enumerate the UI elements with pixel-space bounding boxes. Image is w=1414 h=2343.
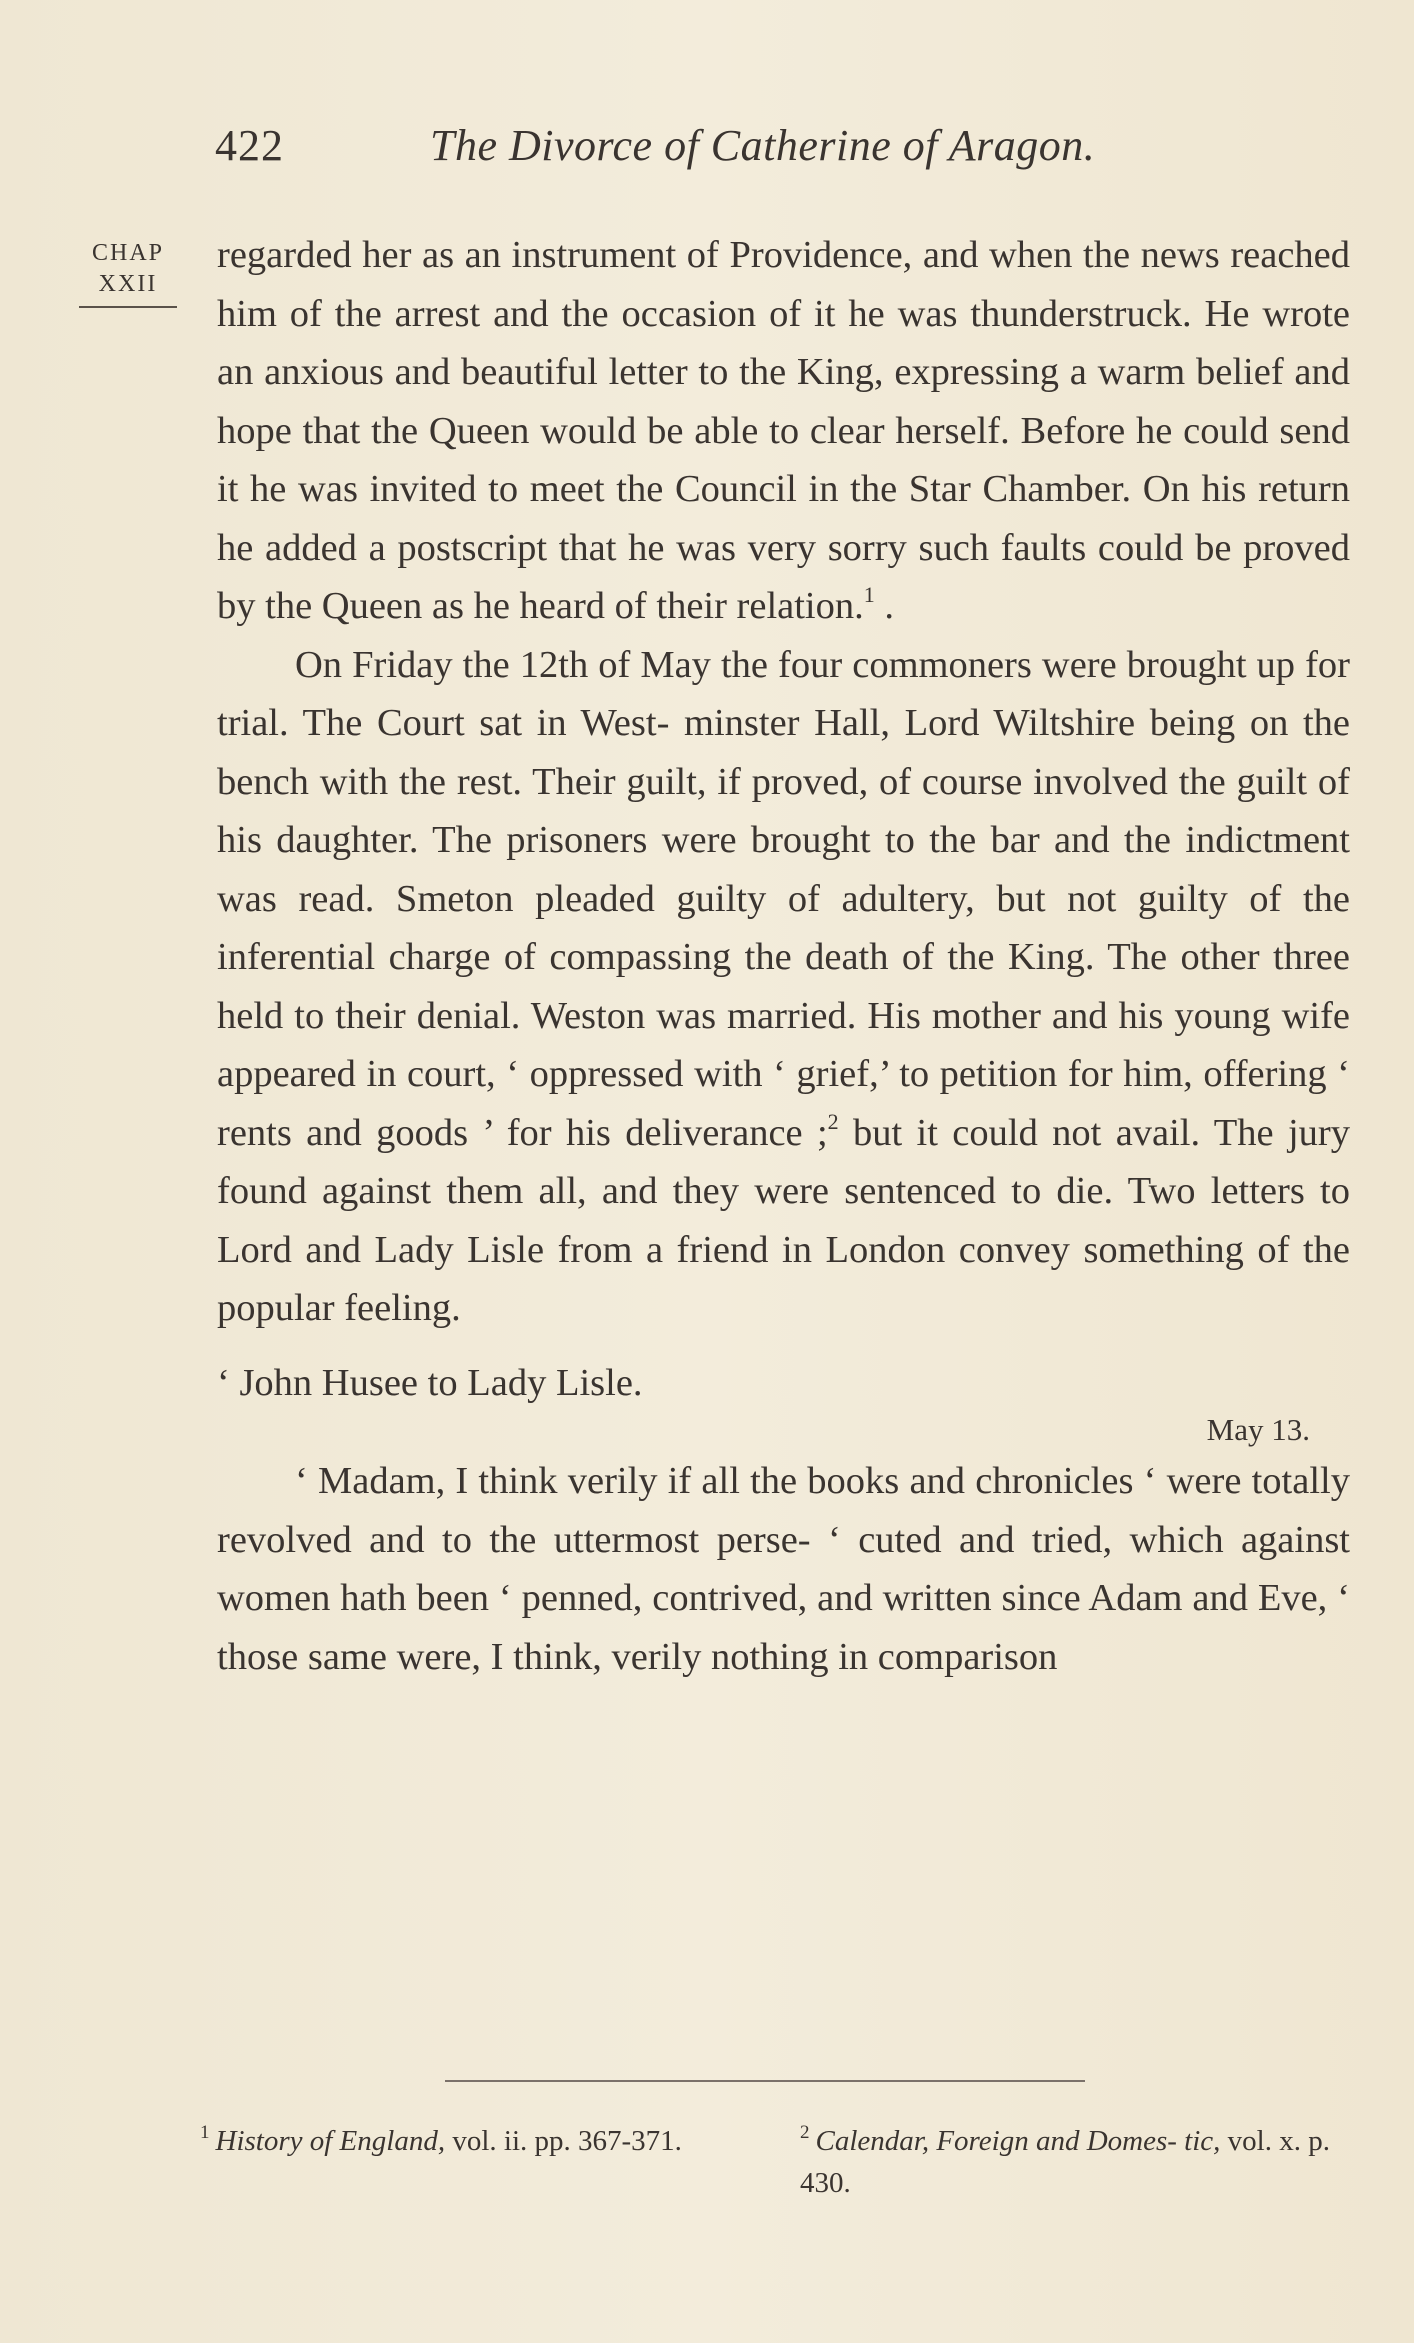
paragraph-3-text: ‘ Madam, I think verily if all the books and chronicles ‘ were totally revolved and to the uttermost perse- ‘ cuted and tried, which against women hath been ‘ penned, contrived, and written since Adam and Eve, ‘ those same were, I think, verily nothing in comparison: [217, 1460, 1350, 1678]
paragraph-1-tail: .: [874, 585, 895, 627]
paragraph-1-text: regarded her as an instrument of Providence, and when the news reached him of the arrest and the occasion of it he was thunderstruck. He wrote an anxious and beautiful letter to the King, expressing a warm belief and hope that the Queen would be able to clear herself. Before he could send it he was invited to meet the Council in the Star Chamber. On his return he added a postscript that he was very sorry such faults could be proved by the Queen as he heard of their relation.: [217, 234, 1350, 627]
letter-date: May 13.: [1206, 1412, 1310, 1447]
paragraph-3: [217, 1452, 1350, 1686]
footnote-2-citation: vol. x. p. 430.: [800, 2125, 1330, 2199]
body-text: [217, 226, 1350, 1686]
chapter-number: XXII: [98, 271, 158, 297]
paragraph-2: [217, 636, 1350, 1338]
page-number: 422: [215, 121, 284, 170]
footnote-ref-1: 1: [863, 582, 875, 607]
footnote-1-title: History of England,: [215, 2125, 446, 2157]
footnotes: [200, 2112, 1350, 2222]
paragraph-2-text-a: On Friday the 12th of May the four commoners were brought up for trial. The Court sat in West- minster Hall, Lord Wiltshire being on the bench with the rest. Their guilt, if proved, of course involved the guilt of his daughter. The prisoners were brought to the bar and the indictment was read. Smeton pleaded guilty of adultery, but not guilty of the inferential charge of compassing the death of the King. The other three held to their denial. Weston was married. His mother and his young wife appeared in court, ‘ oppressed with ‘ grief,’ to petition for him, offering ‘ rents and goods ’ for his deliverance ;: [217, 643, 1350, 1154]
footnote-2-mark: 2: [800, 2122, 810, 2143]
paragraph-1: [217, 226, 1350, 636]
footnote-1-mark: 1: [200, 2122, 210, 2143]
chapter-label: CHAP: [91, 240, 165, 266]
running-title: The Divorce of Catherine of Aragon.: [430, 121, 1096, 170]
chapter-margin-rule: [79, 306, 177, 308]
page-header: [215, 120, 1345, 180]
footnote-1-citation: vol. ii. pp. 367-371.: [445, 2125, 682, 2157]
paragraph-2-text-b: but it could not avail. The jury found against them all, and they were sentenced to die. Two letters to Lord and Lady Lisle from a friend in London convey something of the popular feeling.: [217, 1111, 1350, 1329]
chapter-margin-note: [78, 238, 178, 308]
letter-heading: ‘ John Husee to Lady Lisle.: [217, 1361, 643, 1404]
footnote-1: [200, 2112, 740, 2162]
footnote-2: [800, 2112, 1360, 2204]
footnote-2-title: Calendar, Foreign and Domes- tic,: [815, 2125, 1221, 2157]
footnote-ref-2: 2: [827, 1108, 839, 1134]
footnote-divider: [445, 2080, 1085, 2082]
